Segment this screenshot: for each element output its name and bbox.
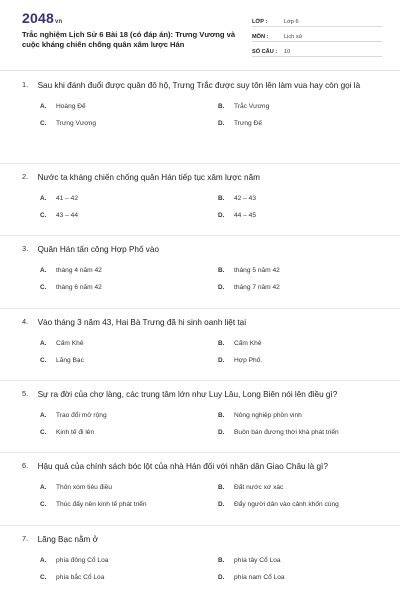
option-letter: B. <box>218 195 225 202</box>
question-1 <box>0 72 400 164</box>
question-number: 2. <box>22 172 29 181</box>
question-4 <box>0 309 400 381</box>
question-text: Hậu quả của chính sách bóc lột của nhà Hán đối với nhân dân Giao Châu là gì? <box>37 462 328 471</box>
option-letter: B. <box>218 484 225 491</box>
option-text: Cấm Khê <box>234 340 262 347</box>
option-b[interactable] <box>200 262 378 279</box>
option-letter: B. <box>218 557 225 564</box>
option-letter: A. <box>40 340 47 347</box>
header-divider <box>0 70 400 71</box>
options <box>22 190 378 224</box>
option-a[interactable] <box>22 552 200 569</box>
question-list <box>0 72 400 592</box>
option-d[interactable] <box>200 352 378 369</box>
options <box>22 407 378 441</box>
question-number: 6. <box>22 461 29 470</box>
meta-info <box>252 14 382 59</box>
question-number: 1. <box>22 80 29 89</box>
option-text: tháng 6 năm 42 <box>56 284 102 291</box>
option-a[interactable] <box>22 190 200 207</box>
logo-text: 2048 <box>22 10 54 26</box>
meta-label: MÔN : <box>252 34 269 40</box>
option-c[interactable] <box>22 496 200 513</box>
option-text: 41 – 42 <box>56 195 78 202</box>
option-d[interactable] <box>200 115 378 132</box>
options <box>22 552 378 586</box>
question-number: 4. <box>22 317 29 326</box>
option-b[interactable] <box>200 335 378 352</box>
option-text: Trưng Đế <box>234 120 262 127</box>
option-text: Cấm Khê <box>56 340 84 347</box>
question-number: 7. <box>22 534 29 543</box>
option-c[interactable] <box>22 115 200 132</box>
option-text: 44 – 45 <box>234 212 256 219</box>
option-text: phía tây Cổ Loa <box>234 557 281 564</box>
option-b[interactable] <box>200 98 378 115</box>
option-text: tháng 7 năm 42 <box>234 284 280 291</box>
option-text: Thôn xóm tiêu điều <box>56 484 113 491</box>
option-b[interactable] <box>200 479 378 496</box>
option-a[interactable] <box>22 98 200 115</box>
option-b[interactable] <box>200 552 378 569</box>
option-letter: A. <box>40 557 47 564</box>
option-letter: C. <box>40 212 47 219</box>
question-5 <box>0 381 400 453</box>
option-text: tháng 4 năm 42 <box>56 267 102 274</box>
question-3 <box>0 236 400 309</box>
question-text: Quân Hán tấn công Hợp Phố vào <box>37 245 159 254</box>
option-text: 42 – 43 <box>234 195 256 202</box>
meta-row-subject <box>252 29 382 42</box>
options <box>22 262 378 296</box>
option-text: Nông nghiệp phồn vinh <box>234 412 302 419</box>
option-letter: D. <box>218 574 225 581</box>
option-c[interactable] <box>22 569 200 586</box>
question-text: Sự ra đời của chợ làng, các trung tâm lớn như Luy Lâu, Long Biên nói lên điều gì? <box>37 390 338 399</box>
page-title: Trắc nghiệm Lịch Sử 6 Bài 18 (có đáp án): Trưng Vương và cuộc kháng chiến chống quân xâm lược Hán <box>22 30 236 49</box>
options <box>22 98 378 132</box>
options <box>22 479 378 513</box>
header <box>0 0 400 66</box>
question-text: Sau khi đánh đuổi được quân đô hộ, Trưng Trắc được suy tôn lên làm vua hay còn gọi là <box>37 81 361 90</box>
meta-label: LỚP : <box>252 19 268 25</box>
question-number: 3. <box>22 244 29 253</box>
option-b[interactable] <box>200 407 378 424</box>
option-d[interactable] <box>200 424 378 441</box>
option-letter: D. <box>218 429 225 436</box>
option-text: Hoàng Đế <box>56 103 86 110</box>
question-7 <box>0 526 400 592</box>
meta-label: SỐ CÂU : <box>252 49 278 55</box>
option-text: phía bắc Cổ Loa <box>56 574 105 581</box>
option-letter: B. <box>218 412 225 419</box>
option-text: Buôn bán đương thời khá phát triển <box>234 429 339 436</box>
option-d[interactable] <box>200 207 378 224</box>
question-text: Lãng Bạc nằm ở <box>37 535 99 544</box>
option-letter: C. <box>40 120 47 127</box>
logo-suffix: vn <box>54 19 63 25</box>
option-letter: A. <box>40 103 47 110</box>
option-text: Trao đổi mở rộng <box>56 412 107 419</box>
meta-value: 10 <box>284 49 291 55</box>
option-c[interactable] <box>22 207 200 224</box>
option-d[interactable] <box>200 569 378 586</box>
option-text: Kinh tế đi lên <box>56 429 95 436</box>
options <box>22 335 378 369</box>
option-text: 43 – 44 <box>56 212 78 219</box>
option-a[interactable] <box>22 479 200 496</box>
option-a[interactable] <box>22 335 200 352</box>
option-letter: D. <box>218 284 225 291</box>
option-letter: B. <box>218 340 225 347</box>
option-c[interactable] <box>22 279 200 296</box>
option-text: Đất nước xơ xác <box>234 484 284 491</box>
option-letter: B. <box>218 267 225 274</box>
meta-row-grade <box>252 14 382 27</box>
option-letter: C. <box>40 429 47 436</box>
option-letter: A. <box>40 484 47 491</box>
option-text: tháng 5 năm 42 <box>234 267 280 274</box>
option-text: Đẩy người dân vào cảnh khốn cùng <box>234 501 339 508</box>
option-letter: D. <box>218 212 225 219</box>
question-text: Nước ta kháng chiến chống quân Hán tiếp tục xâm lược năm <box>37 173 260 182</box>
option-text: Trắc Vương <box>234 103 270 110</box>
option-text: phía nam Cổ Loa <box>234 574 285 581</box>
option-letter: C. <box>40 574 47 581</box>
option-text: Trưng Vương <box>56 120 97 127</box>
option-letter: D. <box>218 501 225 508</box>
option-d[interactable] <box>200 496 378 513</box>
option-text: phía đông Cổ Loa <box>56 557 109 564</box>
option-letter: B. <box>218 103 225 110</box>
meta-row-count <box>252 44 382 57</box>
option-d[interactable] <box>200 279 378 296</box>
option-letter: D. <box>218 357 225 364</box>
meta-value: Lớp 6 <box>284 19 299 25</box>
option-letter: C. <box>40 284 47 291</box>
option-text: Thúc đẩy nền kinh tế phát triển <box>56 501 147 508</box>
question-number: 5. <box>22 389 29 398</box>
option-c[interactable] <box>22 352 200 369</box>
option-letter: C. <box>40 357 47 364</box>
option-letter: A. <box>40 412 47 419</box>
option-b[interactable] <box>200 190 378 207</box>
meta-value: Lịch sử <box>284 34 303 40</box>
option-letter: C. <box>40 501 47 508</box>
option-c[interactable] <box>22 424 200 441</box>
option-letter: D. <box>218 120 225 127</box>
option-a[interactable] <box>22 262 200 279</box>
option-text: Lãng Bạc <box>56 357 84 364</box>
option-text: Hợp Phố. <box>234 357 263 364</box>
option-letter: A. <box>40 195 47 202</box>
question-text: Vào tháng 3 năm 43, Hai Bà Trưng đã hi sinh oanh liệt tại <box>37 318 247 327</box>
option-a[interactable] <box>22 407 200 424</box>
question-2 <box>0 164 400 236</box>
question-6 <box>0 453 400 526</box>
option-letter: A. <box>40 267 47 274</box>
